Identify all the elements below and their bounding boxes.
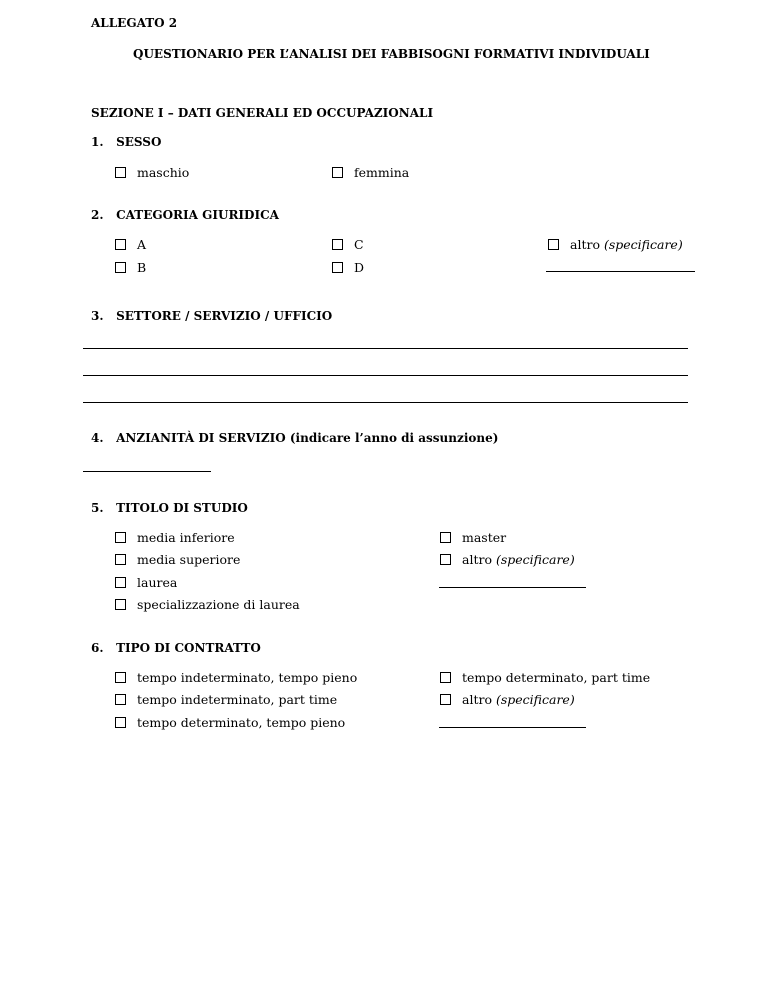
- question-1-title: [91, 135, 161, 149]
- allegato-label: ALLEGATO 2: [91, 16, 178, 30]
- option-media-superiore[interactable]: media superiore: [115, 552, 240, 567]
- checkbox-icon[interactable]: [115, 167, 126, 178]
- question-6-title: 6. TIPO DI CONTRATTO: [91, 641, 261, 655]
- checkbox-icon[interactable]: [115, 532, 126, 543]
- checkbox-icon[interactable]: [440, 672, 451, 683]
- question-4-title: 4. ANZIANITÀ DI SERVIZIO (indicare l’anno di assunzione): [91, 431, 499, 445]
- checkbox-icon[interactable]: [440, 694, 451, 705]
- option-a[interactable]: A: [115, 237, 146, 252]
- checkbox-icon[interactable]: [115, 239, 126, 250]
- checkbox-icon[interactable]: [440, 554, 451, 565]
- option-media-inferiore[interactable]: media inferiore: [115, 530, 235, 545]
- option-altro[interactable]: altro (specificare): [440, 692, 575, 707]
- question-3-title: 3. SETTORE / SERVIZIO / UFFICIO: [91, 309, 333, 323]
- option-specializzazione[interactable]: specializzazione di laurea: [115, 597, 300, 612]
- checkbox-icon[interactable]: [548, 239, 559, 250]
- year-answer-line[interactable]: [83, 471, 211, 472]
- checkbox-icon[interactable]: [115, 577, 126, 588]
- checkbox-icon[interactable]: [115, 554, 126, 565]
- altro-specify-line[interactable]: [439, 587, 586, 588]
- option-altro[interactable]: altro (specificare): [440, 552, 575, 567]
- checkbox-icon[interactable]: [332, 167, 343, 178]
- option-altro[interactable]: altro (specificare): [548, 237, 683, 252]
- checkbox-icon[interactable]: [115, 694, 126, 705]
- option-master[interactable]: master: [440, 530, 506, 545]
- answer-line[interactable]: [83, 375, 688, 376]
- checkbox-icon[interactable]: [332, 262, 343, 273]
- option-c[interactable]: C: [332, 237, 364, 252]
- answer-line[interactable]: [83, 402, 688, 403]
- section-title: SEZIONE I – DATI GENERALI ED OCCUPAZIONALI: [91, 106, 434, 120]
- option-determinato-part-time[interactable]: tempo determinato, part time: [440, 670, 650, 685]
- checkbox-icon[interactable]: [115, 672, 126, 683]
- checkbox-icon[interactable]: [115, 599, 126, 610]
- question-2-title: 2. CATEGORIA GIURIDICA: [91, 208, 279, 222]
- option-maschio[interactable]: maschio: [115, 165, 189, 180]
- option-indeterminato-part-time[interactable]: tempo indeterminato, part time: [115, 692, 337, 707]
- question-1-label: SESSO: [116, 135, 162, 149]
- checkbox-icon[interactable]: [440, 532, 451, 543]
- option-determinato-pieno[interactable]: tempo determinato, tempo pieno: [115, 715, 345, 730]
- option-d[interactable]: D: [332, 260, 364, 275]
- altro-specify-line[interactable]: [439, 727, 586, 728]
- option-laurea[interactable]: laurea: [115, 575, 177, 590]
- checkbox-icon[interactable]: [115, 717, 126, 728]
- option-b[interactable]: B: [115, 260, 146, 275]
- checkbox-icon[interactable]: [115, 262, 126, 273]
- page-title: QUESTIONARIO PER L’ANALISI DEI FABBISOGNI FORMATIVI INDIVIDUALI: [133, 47, 650, 61]
- question-5-title: 5. TITOLO DI STUDIO: [91, 501, 248, 515]
- altro-specify-line[interactable]: [546, 271, 695, 272]
- option-indeterminato-pieno[interactable]: tempo indeterminato, tempo pieno: [115, 670, 357, 685]
- checkbox-icon[interactable]: [332, 239, 343, 250]
- question-1-number: 1.: [91, 135, 104, 149]
- answer-line[interactable]: [83, 348, 688, 349]
- option-femmina[interactable]: femmina: [332, 165, 409, 180]
